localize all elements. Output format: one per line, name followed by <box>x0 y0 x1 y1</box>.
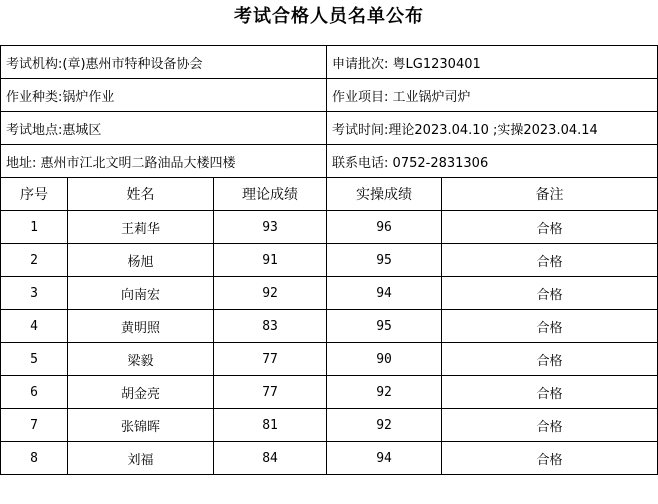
row-remark: 合格 <box>442 442 658 475</box>
table-row <box>1 442 658 475</box>
row-theory-score: 81 <box>214 409 327 442</box>
column-header-practice: 实操成绩 <box>327 178 442 211</box>
row-remark: 合格 <box>442 343 658 376</box>
row-name: 黄明照 <box>68 310 214 343</box>
table-row <box>1 277 658 310</box>
address: 地址: 惠州市江北文明二路油品大楼四楼 <box>1 145 327 178</box>
row-practice-score: 92 <box>327 376 442 409</box>
row-name: 梁毅 <box>68 343 214 376</box>
table-header-row <box>1 178 658 211</box>
row-theory-score: 93 <box>214 211 327 244</box>
info-row <box>1 46 658 79</box>
row-number: 1 <box>1 211 68 244</box>
row-name: 杨旭 <box>68 244 214 277</box>
row-theory-score: 91 <box>214 244 327 277</box>
row-practice-score: 94 <box>327 277 442 310</box>
row-remark: 合格 <box>442 310 658 343</box>
row-practice-score: 95 <box>327 244 442 277</box>
row-number: 6 <box>1 376 68 409</box>
column-header-theory: 理论成绩 <box>214 178 327 211</box>
job-item: 作业项目: 工业锅炉司炉 <box>327 79 658 112</box>
row-number: 4 <box>1 310 68 343</box>
row-practice-score: 90 <box>327 343 442 376</box>
info-row <box>1 145 658 178</box>
row-number: 5 <box>1 343 68 376</box>
info-row <box>1 112 658 145</box>
table-row <box>1 376 658 409</box>
row-remark: 合格 <box>442 277 658 310</box>
info-row <box>1 79 658 112</box>
row-number: 7 <box>1 409 68 442</box>
table-row <box>1 343 658 376</box>
row-number: 2 <box>1 244 68 277</box>
row-number: 8 <box>1 442 68 475</box>
table-row <box>1 409 658 442</box>
row-remark: 合格 <box>442 211 658 244</box>
column-header-remark: 备注 <box>442 178 658 211</box>
row-practice-score: 96 <box>327 211 442 244</box>
job-category: 作业种类:锅炉作业 <box>1 79 327 112</box>
row-name: 刘福 <box>68 442 214 475</box>
row-theory-score: 77 <box>214 343 327 376</box>
row-practice-score: 94 <box>327 442 442 475</box>
row-remark: 合格 <box>442 376 658 409</box>
row-practice-score: 95 <box>327 310 442 343</box>
row-remark: 合格 <box>442 244 658 277</box>
table-row <box>1 244 658 277</box>
phone: 联系电话: 0752-2831306 <box>327 145 658 178</box>
table-row <box>1 310 658 343</box>
exam-org: 考试机构:(章)惠州市特种设备协会 <box>1 46 327 79</box>
row-theory-score: 92 <box>214 277 327 310</box>
column-header-name: 姓名 <box>68 178 214 211</box>
row-name: 张锦晖 <box>68 409 214 442</box>
row-name: 向南宏 <box>68 277 214 310</box>
row-number: 3 <box>1 277 68 310</box>
exam-time: 考试时间:理论2023.04.10 ;实操2023.04.14 <box>327 112 658 145</box>
page-title: 考试合格人员名单公布 <box>234 6 424 27</box>
row-name: 胡金亮 <box>68 376 214 409</box>
exam-location: 考试地点:惠城区 <box>1 112 327 145</box>
approval-no: 申请批次: 粤LG1230401 <box>327 46 658 79</box>
column-header-no: 序号 <box>1 178 68 211</box>
table-row <box>1 211 658 244</box>
row-theory-score: 77 <box>214 376 327 409</box>
row-practice-score: 92 <box>327 409 442 442</box>
row-name: 王莉华 <box>68 211 214 244</box>
results-table <box>0 45 658 475</box>
row-remark: 合格 <box>442 409 658 442</box>
row-theory-score: 84 <box>214 442 327 475</box>
row-theory-score: 83 <box>214 310 327 343</box>
